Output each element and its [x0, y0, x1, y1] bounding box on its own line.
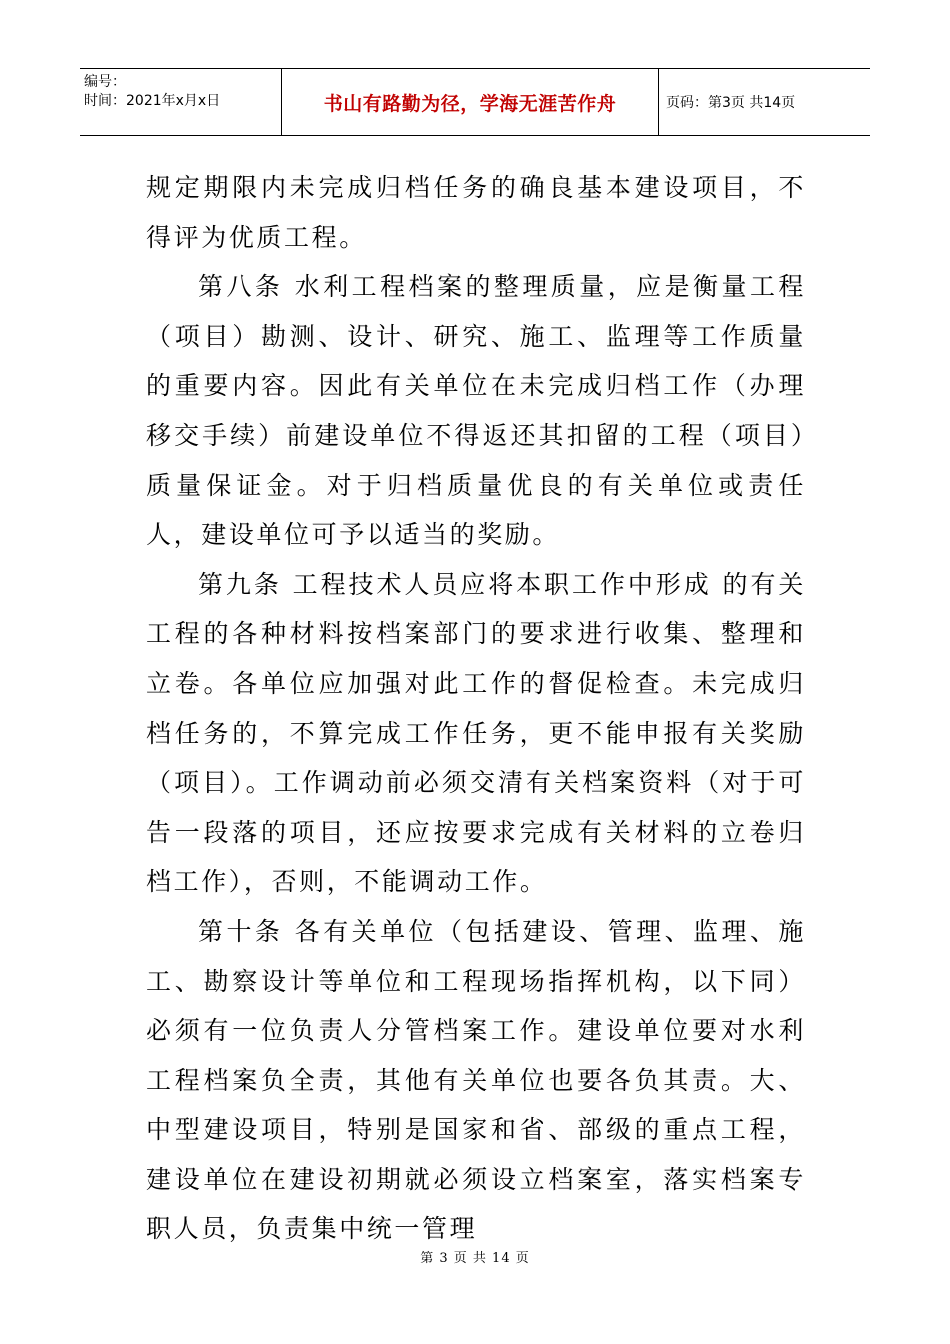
paragraph-continuation: 规定期限内未完成归档任务的确良基本建设项目，不得评为优质工程。 [146, 173, 806, 252]
time-label: 时间：2021年x月x日 [84, 93, 221, 109]
paragraph-article-8: 第八条 水利工程档案的整理质量，应是衡量工程（项目）勘测、设计、研究、施工、监理等工作质量的重要内容。因此有关单位在未完成归档工作（办理移交手续）前建设单位不得返还其扣留的工程（项目）质量保证金。对于归档质量优良的有关单位或责任人，建设单位可予以适当的奖励。 [146, 272, 806, 550]
paragraph-article-10: 第十条 各有关单位（包括建设、管理、监理、施工、勘察设计等单位和工程现场指挥机构，以下同）必须有一位负责人分管档案工作。建设单位要对水利工程档案负全责，其他有关单位也要各负其责。大、中型建设项目，特别是国家和省、部级的重点工程，建设单位在建设初期就必须设立档案室，落实档案专职人员，负责集中统一管理 [146, 916, 806, 1244]
header-info-cell [80, 69, 282, 135]
paragraph-article-9: 第九条 工程技术人员应将本职工作中形成 的有关工程的各种材料按档案部门的要求进行收集、整理和立卷。各单位应加强对此工作的督促检查。未完成归档任务的，不算完成工作任务，更不能申报有关奖励（项目）。工作调动前必须交清有关档案资料（对于可告一段落的项目，还应按要求完成有关材料的立卷归档工作），否则，不能调动工作。 [146, 569, 806, 897]
page-header [80, 68, 870, 136]
header-page-info: 页码：第3页 共14页 [666, 95, 796, 111]
document-body [146, 163, 806, 1254]
page-footer: 第 3 页 共 14 页 [420, 1251, 530, 1266]
header-motto: 书山有路勤为径，学海无涯苦作舟 [282, 69, 659, 135]
number-label: 编号： [84, 74, 126, 90]
